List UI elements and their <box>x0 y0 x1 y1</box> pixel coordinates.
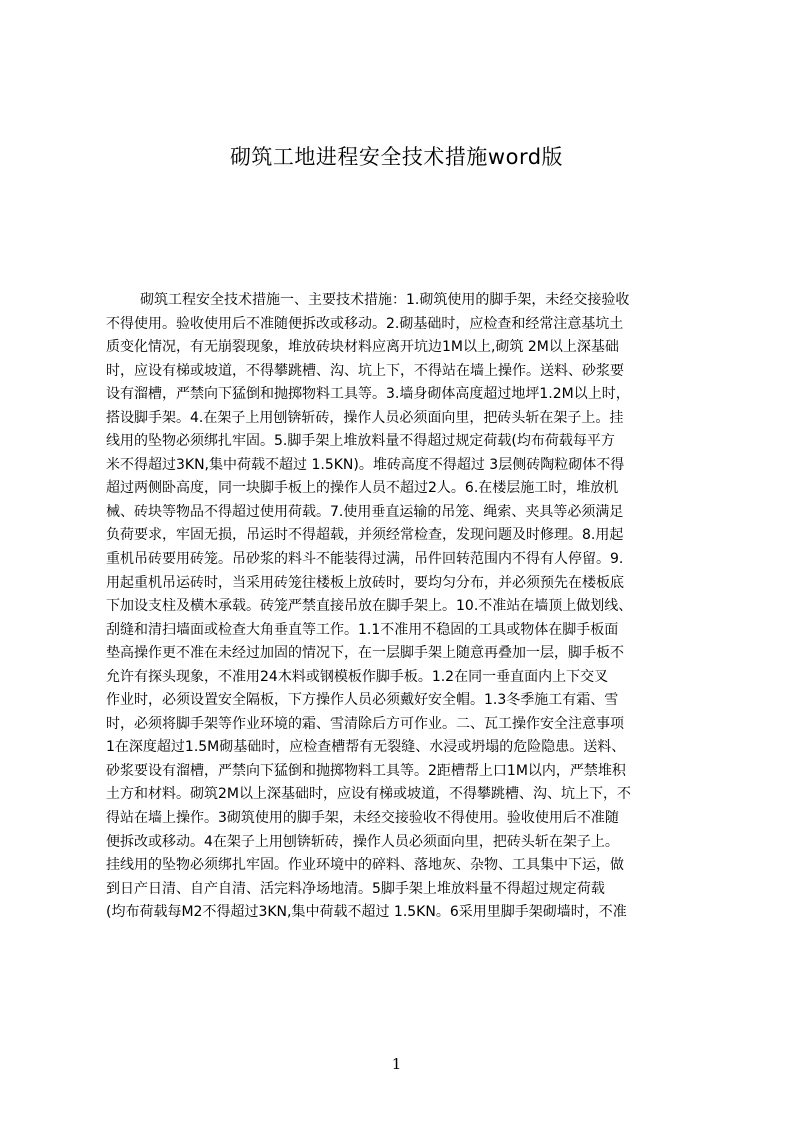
text-line: 时，必须将脚手架等作业环境的霜、雪清除后方可作业。二、瓦工操作安全注意事项 <box>106 715 624 732</box>
text-line: 时，应设有梯或坡道，不得攀跳槽、沟、坑上下，不得站在墙上操作。送料、砂浆要 <box>106 362 624 379</box>
text-line: 用起重机吊运砖时，当采用砖笼往楼板上放砖时，要均匀分布，并必须预先在楼板底 <box>106 574 624 591</box>
text-line: 线用的坠物必须绑扎牢固。5.脚手架上堆放料量不得超过规定荷载(均布荷载每平方 <box>106 433 615 450</box>
text-line: 便拆改或移动。4在架子上用刨锛斩砖，操作人员必须面向里，把砖头斩在架子上。 <box>106 833 619 850</box>
text-line: 质变化情况，有无崩裂现象，堆放砖块材料应离开坑边1M以上,砌筑 2M以上深基础 <box>106 339 619 356</box>
text-line: 械、砖块等物品不得超过使用荷载。7.使用垂直运输的吊笼、绳索、夹具等必须满足 <box>106 503 624 520</box>
text-line: 得站在墙上操作。3砌筑使用的脚手架，未经交接验收不得使用。验收使用后不准随 <box>106 810 619 827</box>
text-line: 下加设支柱及横木承载。砖笼严禁直接吊放在脚手架上。10.不准站在墙顶上做划线、 <box>106 598 633 615</box>
text-line: 搭设脚手架。4.在架子上用刨锛斩砖，操作人员必须面向里，把砖头斩在架子上。挂 <box>106 409 624 426</box>
text-line: 砌筑工程安全技术措施一、主要技术措施：1.砌筑使用的脚手架，未经交接验收 <box>140 292 630 308</box>
text-line: 允许有探头现象，不准用24木料或钢模板作脚手板。1.2在同一垂直面内上下交叉 <box>106 668 609 685</box>
text-line: 刮缝和清扫墙面或检查大角垂直等工作。1.1不准用不稳固的工具或物体在脚手板面 <box>106 621 619 638</box>
text-line: 重机吊砖要用砖笼。吊砂浆的料斗不能装得过满，吊件回转范围内不得有人停留。9. <box>106 551 624 568</box>
text-line: 设有溜槽，严禁向下猛倒和抛掷物料工具等。3.墙身砌体高度超过地坪1.2M以上时， <box>106 386 630 403</box>
text-line: 砂浆要设有溜槽，严禁向下猛倒和抛掷物料工具等。2距槽帮上口1M以内，严禁堆积 <box>106 762 626 779</box>
text-line: 超过两侧卧高度，同一块脚手板上的操作人员不超过2人。6.在楼层施工时，堆放机 <box>106 480 619 497</box>
document-title: 砌筑工地进程安全技术措施word版 <box>229 145 564 169</box>
text-line: 垫高操作更不准在未经过加固的情况下，在一层脚手架上随意再叠加一层，脚手板不 <box>106 645 624 662</box>
text-line: 土方和材料。砌筑2M以上深基础时，应设有梯或坡道，不得攀跳槽、沟、坑上下，不 <box>106 786 631 803</box>
text-line: 1在深度超过1.5M砌基础时，应检查槽帮有无裂缝、水浸或坍塌的危险隐患。送料、 <box>106 739 626 756</box>
page-number: 1 <box>391 1055 402 1073</box>
body-paragraph <box>106 289 696 925</box>
text-line: 到日产日清、自产自清、活完料净场地清。5脚手架上堆放料量不得超过规定荷载 <box>106 880 605 897</box>
text-line: 作业时，必须设置安全隔板，下方操作人员必须戴好安全帽。1.3冬季施工有霜、雪 <box>106 692 619 709</box>
text-line: 不得使用。验收使用后不准随便拆改或移动。2.砌基础时，应检查和经常注意基坑土 <box>106 315 624 332</box>
text-line: 负荷要求，牢固无损，吊运时不得超载，并须经常检查，发现问题及时修理。8.用起 <box>106 527 624 544</box>
text-line: 挂线用的坠物必须绑扎牢固。作业环境中的碎料、落地灰、杂物、工具集中下运，做 <box>106 857 624 874</box>
text-line: 米不得超过3KN,集中荷载不超过 1.5KN)。堆砖高度不得超过 3层侧砖陶粒砌体不得 <box>106 456 625 473</box>
text-line: (均布荷载每M2不得超过3KN,集中荷载不超过 1.5KN。6采用里脚手架砌墙时，不准 <box>106 904 627 921</box>
